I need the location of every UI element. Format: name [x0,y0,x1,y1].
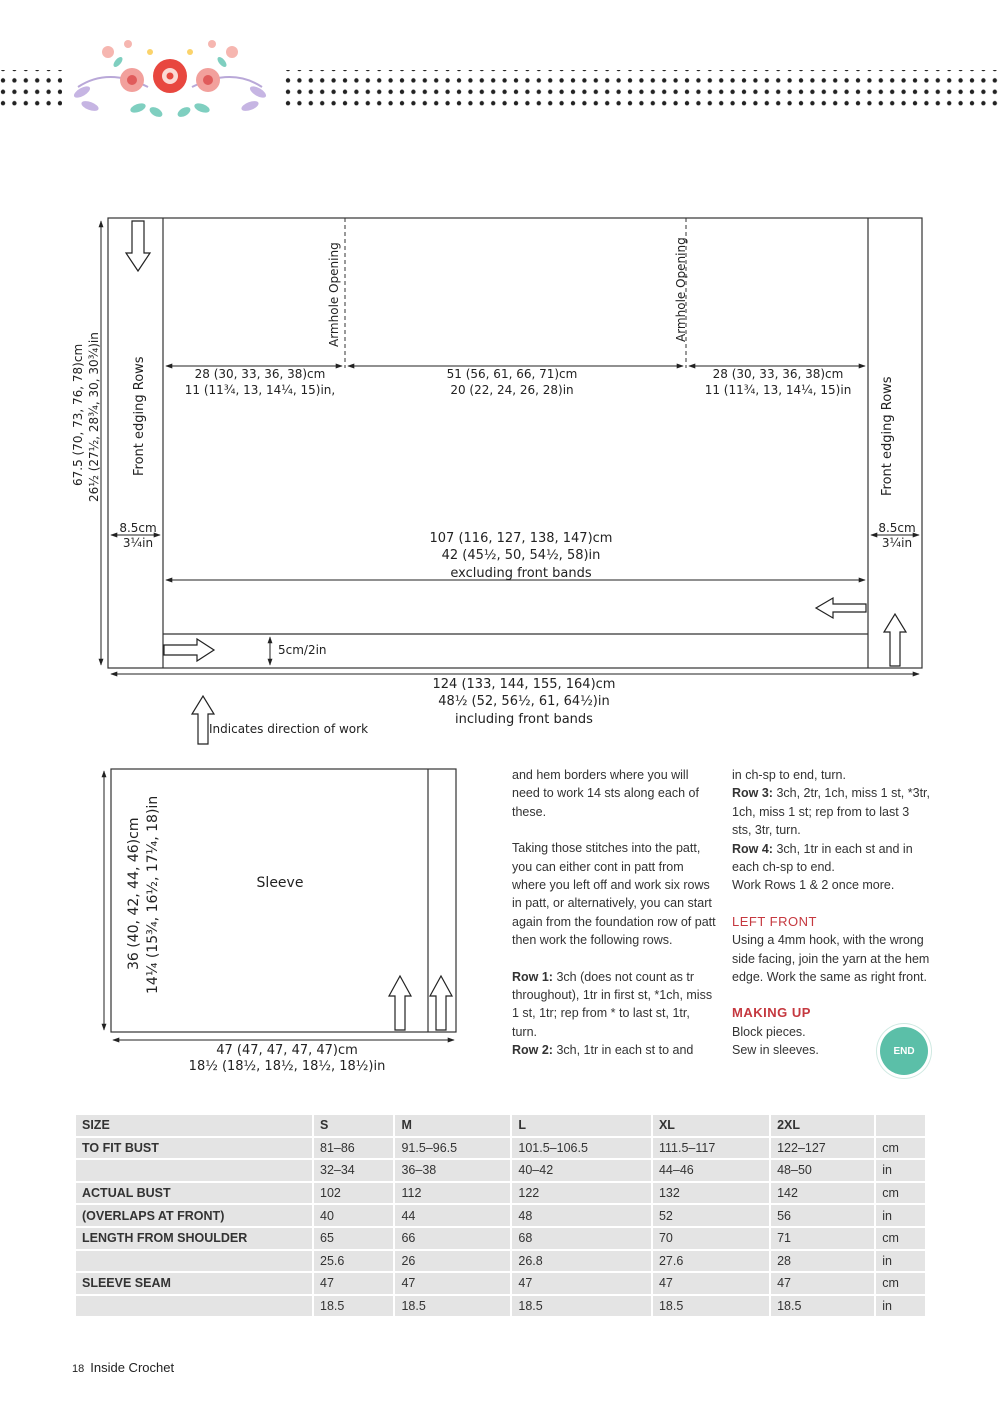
row-2-label: Row 2: [512,1043,553,1058]
table-cell: 26.8 [512,1251,651,1272]
instructions-column-2 [732,766,932,1060]
table-cell: cm [876,1228,925,1249]
table-cell: 18.5 [771,1296,874,1317]
table-cell: 68 [512,1228,651,1249]
row-2-instruction [512,1041,717,1059]
left-band-cm: 8.5cm [119,521,157,535]
table-row [76,1138,925,1159]
table-cell: 36–38 [395,1160,510,1181]
table-cell: 111.5–117 [653,1138,769,1159]
left-side-in: 11 (11¾, 13, 14¼, 15)in, [184,383,336,397]
table-cell: in [876,1205,925,1226]
table-cell: in [876,1296,925,1317]
repeat-rows: Work Rows 1 & 2 once more. [732,878,895,893]
right-band-in: 3¼in [881,536,913,550]
row-label-cell: SLEEVE SEAM [76,1273,312,1294]
table-row [76,1273,925,1294]
sleeve-height-in: 14¼ (15¾, 16½, 17¼, 18)in [145,795,161,994]
table-row [76,1228,925,1249]
table-cell: 48 [512,1205,651,1226]
table-cell: 132 [653,1183,769,1204]
table-cell: 44 [395,1205,510,1226]
table-cell: 18.5 [512,1296,651,1317]
sleeve-band-arrow-up-icon [430,976,452,1030]
arrow-left-icon [816,598,866,618]
table-cell: 47 [512,1273,651,1294]
incl-width-cm: 124 (133, 144, 155, 164)cm [432,677,616,692]
table-cell: 52 [653,1205,769,1226]
table-cell: 48–50 [771,1160,874,1181]
sleeve-label: Sleeve [256,875,304,891]
table-cell: 122–127 [771,1138,874,1159]
right-side-in: 11 (11¾, 13, 14¼, 15)in [704,383,852,397]
table-cell: cm [876,1138,925,1159]
table-cell: 142 [771,1183,874,1204]
table-cell: 65 [314,1228,393,1249]
border-paragraph: and hem borders where you will need to work 14 sts along each of these. [512,768,699,819]
table-cell: 26 [395,1251,510,1272]
table-cell: 56 [771,1205,874,1226]
table-cell: XL [653,1115,769,1136]
excl-width-in: 42 (45½, 50, 54½, 58)in [441,548,601,563]
page-footer [72,1360,174,1375]
right-band-cm: 8.5cm [878,521,916,535]
arrow-up-icon [884,614,906,666]
table-cell: 47 [395,1273,510,1294]
table-cell [876,1115,925,1136]
sleeve-arrow-up-icon [389,976,411,1030]
incl-width-note: including front bands [455,712,593,727]
row-label-cell [76,1296,312,1317]
row-4-instruction [732,840,932,877]
front-edging-label-left: Front edging Rows [132,356,147,476]
row-2-text: 3ch, 1tr in each st to and [552,1043,694,1058]
incl-width-in: 48½ (52, 56½, 61, 64½)in [438,694,610,709]
table-row [76,1205,925,1226]
instructions-column-1 [512,766,717,1060]
floral-motif-icon [68,32,272,120]
making-up-line-2: Sew in sleeves. [732,1043,819,1058]
table-cell: 25.6 [314,1251,393,1272]
row-label-cell: TO FIT BUST [76,1138,312,1159]
excl-width-note: excluding front bands [450,566,592,581]
row-label-cell: ACTUAL BUST [76,1183,312,1204]
sleeve-schematic [95,760,470,1080]
row-1-instruction [512,968,717,1042]
table-row [76,1251,925,1272]
height-cm: 67.5 (70, 73, 76, 78)cm [71,343,85,486]
table-cell: 32–34 [314,1160,393,1181]
height-in: 26½ (27½, 28¾, 30, 30¾)in [87,332,101,502]
table-cell: 102 [314,1183,393,1204]
table-cell: in [876,1160,925,1181]
row-3-text: 3ch, 2tr, 1ch, miss 1 st, *3tr, 1ch, miss 1 st; rep from to last 3 sts, 3tr, turn. [732,786,930,838]
hem-depth: 5cm/2in [278,643,327,657]
table-cell: 101.5–106.5 [512,1138,651,1159]
table-cell: 47 [771,1273,874,1294]
arrow-up-legend-icon [192,696,214,744]
table-cell: 18.5 [395,1296,510,1317]
row-label-cell: LENGTH FROM SHOULDER [76,1228,312,1249]
sleeve-width-in: 18½ (18½, 18½, 18½, 18½)in [188,1059,386,1074]
row-label-cell [76,1160,312,1181]
table-row [76,1160,925,1181]
row-4-text: 3ch, 1tr in each st and in each ch-sp to end. [732,841,913,875]
back-cm: 51 (56, 61, 66, 71)cm [446,367,578,381]
row-1-label: Row 1: [512,969,553,984]
table-cell: 66 [395,1228,510,1249]
table-cell: cm [876,1183,925,1204]
right-side-cm: 28 (30, 33, 36, 38)cm [712,367,844,381]
table-cell: 40 [314,1205,393,1226]
publication-name: Inside Crochet [90,1360,175,1375]
table-cell: 28 [771,1251,874,1272]
table-cell: 44–46 [653,1160,769,1181]
row-label-cell: SIZE [76,1115,312,1136]
table-cell: 81–86 [314,1138,393,1159]
table-cell: 91.5–96.5 [395,1138,510,1159]
table-cell: 47 [653,1273,769,1294]
making-up-heading: MAKING UP [732,1005,811,1021]
arrow-right-icon [164,639,214,661]
table-cell: S [314,1115,393,1136]
table-cell: M [395,1115,510,1136]
back-in: 20 (22, 24, 26, 28)in [450,383,574,397]
front-edging-label-right: Front edging Rows [880,376,895,496]
sleeve-height-cm: 36 (40, 42, 44, 46)cm [126,817,142,970]
left-side-cm: 28 (30, 33, 36, 38)cm [194,367,326,381]
armhole-label-left: Armhole Opening [327,242,341,347]
table-cell: in [876,1251,925,1272]
row-3-instruction [732,784,932,839]
table-cell: 27.6 [653,1251,769,1272]
left-band-in: 3¼in [122,536,154,550]
row-3-label: Row 3: [732,786,773,801]
table-cell: L [512,1115,651,1136]
row-2-continued: in ch-sp to end, turn. [732,768,846,782]
page-number: 18 [72,1363,85,1375]
table-cell: 2XL [771,1115,874,1136]
direction-legend: Indicates direction of work [209,722,369,736]
patt-paragraph: Taking those stitches into the patt, you can either cont in patt from where you left off and work six rows in patt, or alternatively, you can start again from the foundation row of patt then work the following rows. [512,841,716,948]
table-cell: cm [876,1273,925,1294]
table-row [76,1115,925,1136]
table-row [76,1296,925,1317]
row-label-cell: (OVERLAPS AT FRONT) [76,1205,312,1226]
excl-width-cm: 107 (116, 127, 138, 147)cm [429,531,613,546]
row-1-text: 3ch (does not count as tr throughout), 1tr in first st, *1ch, miss 1 st, 1tr; rep from * to last st, 1tr, turn. [512,969,713,1039]
row-label-cell [76,1251,312,1272]
size-table [74,1113,927,1318]
row-4-label: Row 4: [732,841,773,856]
making-up-line-1: Block pieces. [732,1024,806,1039]
sleeve-width-cm: 47 (47, 47, 47, 47)cm [216,1043,358,1058]
table-cell: 122 [512,1183,651,1204]
armhole-label-right: Armhole Opening [674,237,688,342]
table-cell: 112 [395,1183,510,1204]
left-front-heading: LEFT FRONT [732,913,817,929]
table-cell: 18.5 [653,1296,769,1317]
end-badge: END [880,1027,928,1075]
table-cell: 70 [653,1228,769,1249]
table-cell: 40–42 [512,1160,651,1181]
left-front-text: Using a 4mm hook, with the wrong side facing, join the yarn at the hem edge. Work the same as right front. [732,933,930,985]
arrow-down-icon [126,221,150,271]
table-cell: 71 [771,1228,874,1249]
body-schematic [60,200,940,745]
table-row [76,1183,925,1204]
table-cell: 18.5 [314,1296,393,1317]
table-cell: 47 [314,1273,393,1294]
